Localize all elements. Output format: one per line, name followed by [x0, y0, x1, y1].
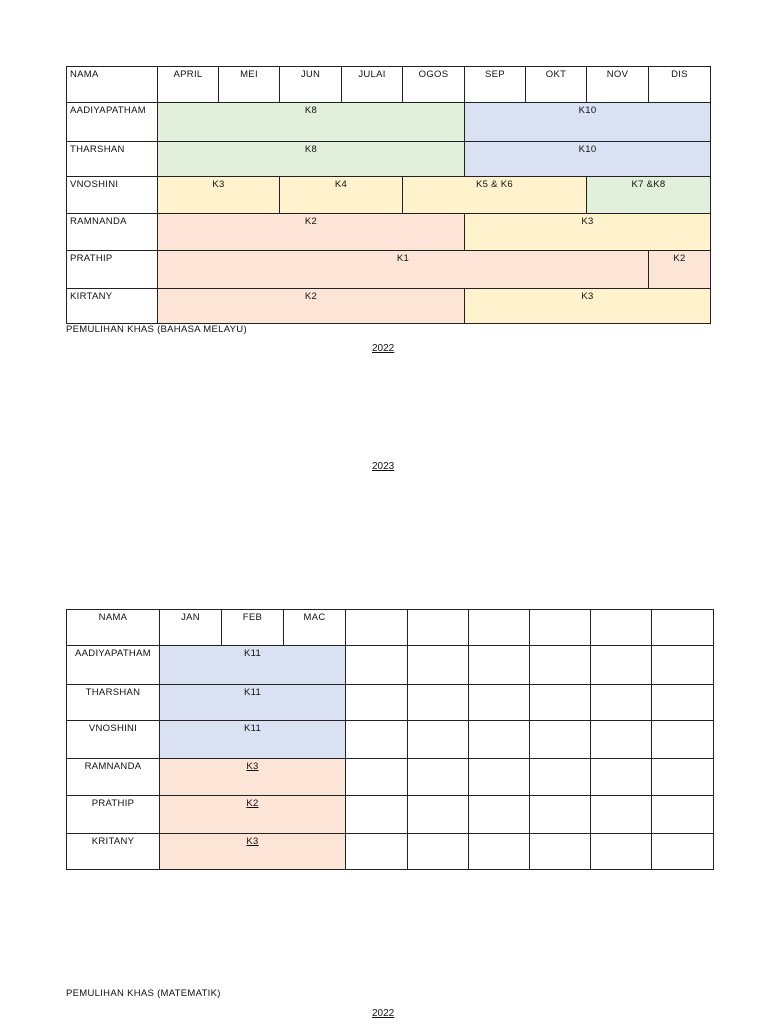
- empty-cell: [591, 610, 652, 646]
- level-cell: K3: [465, 214, 711, 251]
- empty-cell: [652, 759, 714, 796]
- level-cell: K2: [158, 289, 465, 324]
- caption-bahasa-melayu: PEMULIHAN KHAS (BAHASA MELAYU): [66, 324, 247, 335]
- header-row: [67, 67, 711, 103]
- table-row: [67, 251, 711, 289]
- level-text: K3: [246, 761, 259, 772]
- empty-cell: [346, 796, 408, 834]
- empty-cell: [408, 796, 469, 834]
- level-cell: K8: [158, 142, 465, 177]
- empty-cell: [408, 834, 469, 870]
- empty-cell: [346, 834, 408, 870]
- empty-cell: [346, 685, 408, 721]
- empty-cell: [408, 721, 469, 759]
- empty-cell: [346, 759, 408, 796]
- empty-cell: [408, 685, 469, 721]
- empty-cell: [408, 610, 469, 646]
- empty-cell: [591, 646, 652, 685]
- level-cell: K11: [160, 685, 346, 721]
- empty-cell: [591, 796, 652, 834]
- year-label: 2023: [372, 461, 395, 472]
- empty-cell: [408, 759, 469, 796]
- table-row: [67, 834, 714, 870]
- empty-cell: [469, 834, 530, 870]
- header-month: JAN: [160, 610, 222, 646]
- header-month: DIS: [649, 67, 711, 103]
- header-month: MEI: [219, 67, 280, 103]
- empty-cell: [652, 721, 714, 759]
- level-cell: K5 & K6: [403, 177, 587, 214]
- header-nama: NAMA: [67, 67, 158, 103]
- empty-cell: [469, 610, 530, 646]
- table-row: [67, 177, 711, 214]
- student-name: AADIYAPATHAM: [67, 646, 160, 685]
- level-cell: K7 &K8: [587, 177, 711, 214]
- level-cell: [160, 796, 346, 834]
- header-month: JUN: [280, 67, 342, 103]
- empty-cell: [530, 796, 591, 834]
- empty-cell: [408, 646, 469, 685]
- table-row: [67, 685, 714, 721]
- student-name: KIRTANY: [67, 289, 158, 324]
- level-cell: K10: [465, 142, 711, 177]
- table-row: [67, 142, 711, 177]
- table-row: [67, 103, 711, 142]
- empty-cell: [591, 759, 652, 796]
- empty-cell: [469, 796, 530, 834]
- level-cell: K2: [649, 251, 711, 289]
- empty-cell: [469, 685, 530, 721]
- schedule-table-2022: [66, 66, 711, 324]
- student-name: VNOSHINI: [67, 177, 158, 214]
- table-row: [67, 721, 714, 759]
- empty-cell: [346, 721, 408, 759]
- student-name: THARSHAN: [67, 142, 158, 177]
- student-name: AADIYAPATHAM: [67, 103, 158, 142]
- empty-cell: [530, 685, 591, 721]
- caption-matematik: PEMULIHAN KHAS (MATEMATIK): [66, 988, 221, 999]
- level-cell: K3: [465, 289, 711, 324]
- level-cell: K10: [465, 103, 711, 142]
- level-cell: K3: [158, 177, 280, 214]
- level-cell: K4: [280, 177, 403, 214]
- header-month: NOV: [587, 67, 649, 103]
- student-name: THARSHAN: [67, 685, 160, 721]
- empty-cell: [530, 721, 591, 759]
- student-name: VNOSHINI: [67, 721, 160, 759]
- student-name: RAMNANDA: [67, 214, 158, 251]
- empty-cell: [652, 834, 714, 870]
- empty-cell: [652, 610, 714, 646]
- table-row: [67, 289, 711, 324]
- year-label: 2022: [372, 343, 395, 354]
- year-label: 2022: [372, 1008, 395, 1019]
- student-name: PRATHIP: [67, 251, 158, 289]
- header-month: APRIL: [158, 67, 219, 103]
- empty-cell: [652, 796, 714, 834]
- level-cell: K11: [160, 646, 346, 685]
- empty-cell: [346, 610, 408, 646]
- empty-cell: [591, 721, 652, 759]
- empty-cell: [591, 834, 652, 870]
- level-cell: [160, 759, 346, 796]
- table-row: [67, 796, 714, 834]
- empty-cell: [530, 646, 591, 685]
- header-row: [67, 610, 714, 646]
- student-name: KRITANY: [67, 834, 160, 870]
- level-cell: K8: [158, 103, 465, 142]
- level-cell: K11: [160, 721, 346, 759]
- level-text: K2: [246, 798, 259, 809]
- empty-cell: [346, 646, 408, 685]
- schedule-table-2023: [66, 609, 714, 870]
- empty-cell: [652, 685, 714, 721]
- level-text: K3: [246, 836, 259, 847]
- level-cell: [160, 834, 346, 870]
- level-cell: K2: [158, 214, 465, 251]
- header-month: SEP: [465, 67, 526, 103]
- empty-cell: [652, 646, 714, 685]
- empty-cell: [591, 685, 652, 721]
- empty-cell: [469, 759, 530, 796]
- empty-cell: [469, 721, 530, 759]
- empty-cell: [530, 834, 591, 870]
- header-month: FEB: [222, 610, 284, 646]
- header-month: OKT: [526, 67, 587, 103]
- header-nama: NAMA: [67, 610, 160, 646]
- table-row: [67, 759, 714, 796]
- table-row: [67, 646, 714, 685]
- header-month: OGOS: [403, 67, 465, 103]
- empty-cell: [530, 759, 591, 796]
- student-name: PRATHIP: [67, 796, 160, 834]
- level-cell: K1: [158, 251, 649, 289]
- table-row: [67, 214, 711, 251]
- student-name: RAMNANDA: [67, 759, 160, 796]
- header-month: MAC: [284, 610, 346, 646]
- header-month: JULAI: [342, 67, 403, 103]
- empty-cell: [530, 610, 591, 646]
- empty-cell: [469, 646, 530, 685]
